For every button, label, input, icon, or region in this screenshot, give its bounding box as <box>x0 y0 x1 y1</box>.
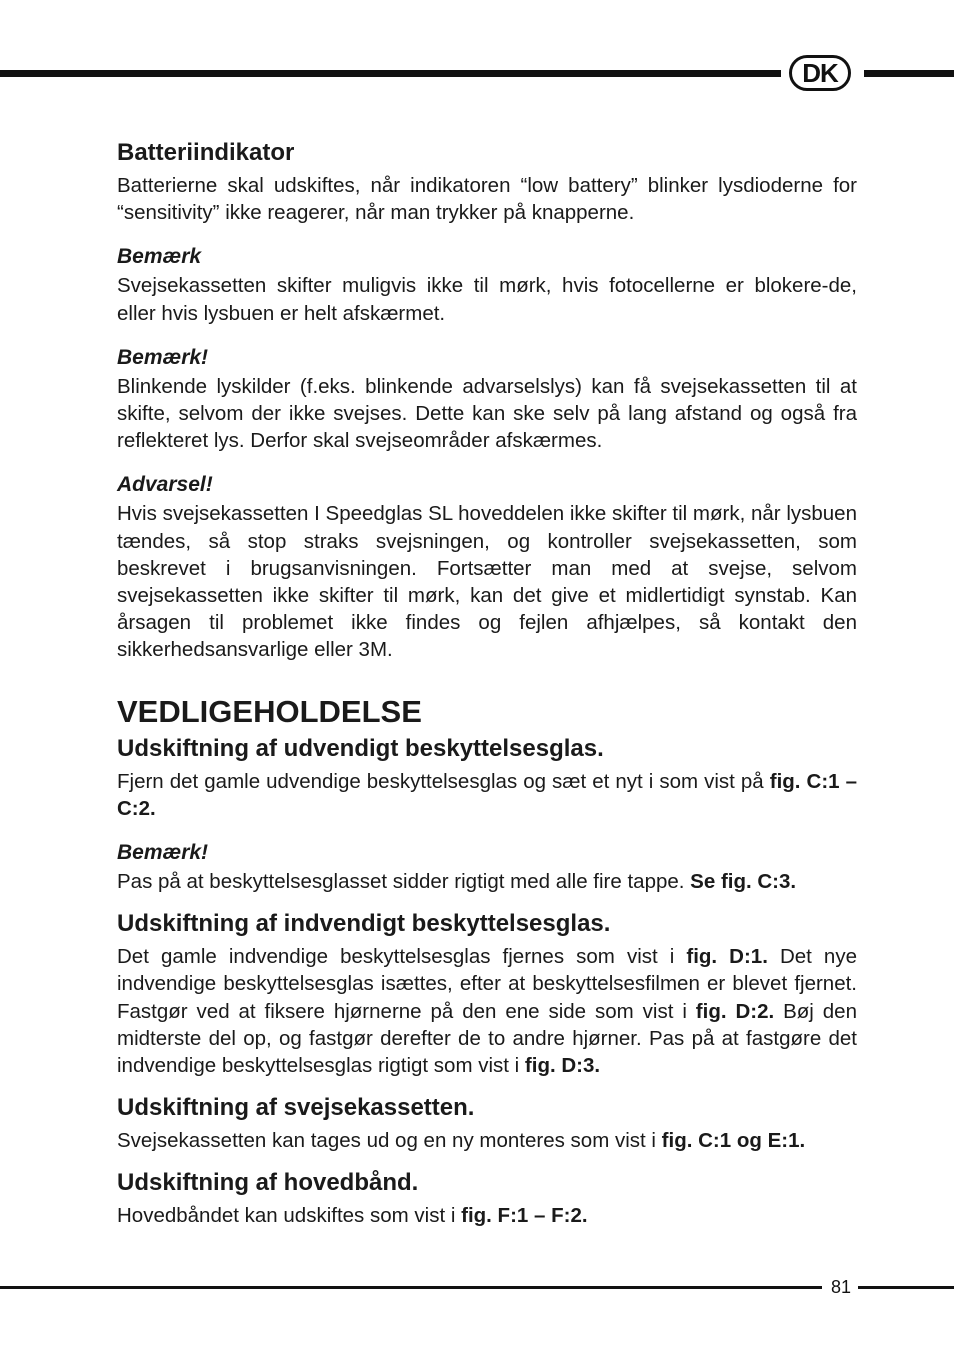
outer-glass-fig-ref: fig. C:1 – C:2. <box>117 769 857 820</box>
note-paragraph-3 <box>117 868 857 895</box>
inner-glass-fig-ref-2: fig. D:2. <box>695 999 775 1023</box>
note-paragraph-1: Svejsekassetten skifter muligvis ikke til mørk, hvis fotocellerne er blokere-de, eller hvis lysbuen er helt afskærmet. <box>117 274 857 325</box>
note-label-3: Bemærk! <box>117 841 209 865</box>
headband-text: Hovedbåndet kan udskiftes som vist i <box>117 1204 462 1228</box>
note-label-2: Bemærk! <box>117 345 209 369</box>
cartridge-text: Svejsekassetten kan tages ud og en ny monteres som vist i <box>117 1129 662 1153</box>
warning-paragraph: Hvis svejsekassetten I Speedglas SL hoveddelen ikke skifter til mørk, når lysbuen tændes, så stop straks svejsningen, og kontroller svejsekassetten, som beskrevet i brugsanvisningen. Fortsætter man med at svejse, selvom svejsekassetten ikke skifter til mørk, kan det give et midlertidigt synstab. Kan årsagen til problemet ikke findes og fejlen afhjælpes, så kontakt den sikkerhedsansvarlige eller 3M. <box>117 502 857 662</box>
warning-label: Advarsel! <box>117 473 213 497</box>
headband-heading: Udskiftning af hovedbånd. <box>117 1169 419 1197</box>
inner-glass-fig-ref-3: fig. D:3. <box>524 1054 601 1078</box>
footer-rule-left <box>0 1286 822 1289</box>
cartridge-paragraph <box>117 1127 857 1154</box>
footer-rule-right <box>858 1286 954 1289</box>
maintenance-title: VEDLIGEHOLDELSE <box>117 693 422 729</box>
inner-glass-text-1: Det gamle indvendige beskyttelsesglas fjernes som vist i <box>117 945 687 969</box>
inner-glass-paragraph <box>117 943 857 1079</box>
headband-fig-ref: fig. F:1 – F:2. <box>461 1204 588 1228</box>
page-number: 81 <box>830 1277 852 1297</box>
note-text-3: Pas på at beskyttelsesglasset sidder rigtigt med alle fire tappe. <box>117 870 691 894</box>
inner-glass-fig-ref-1: fig. D:1. <box>686 945 768 969</box>
note-paragraph-2: Blinkende lyskilder (f.eks. blinkende advarselslys) kan få svejsekassetten til at skifte, selvom der ikke svejses. Dette kan ske selv på lang afstand og også fra reflekteret lys. Derfor skal svejseområder afskærmes. <box>117 374 857 453</box>
headband-paragraph <box>117 1202 857 1229</box>
outer-glass-heading: Udskiftning af udvendigt beskyttelsesglas. <box>117 734 604 762</box>
note-fig-ref-3: Se fig. C:3. <box>690 870 797 894</box>
cartridge-fig-ref: fig. C:1 og E:1. <box>661 1129 806 1153</box>
inner-glass-text-2: Det nye indvendige beskyttelsesglas isættes, efter at beskyttelsesfilmen er blevet fjernet. Fastgør ved at fiksere hjørnerne på den ene side som vist i <box>117 945 857 1023</box>
header-rule-left <box>0 70 781 77</box>
inner-glass-text-3: Bøj den midterste del op, og fastgør derefter de to andre hjørner. Pas på at fastgøre det indvendige beskyttelsesglas rigtigt som vist i <box>117 999 857 1078</box>
battery-heading: Batteriindikator <box>117 139 295 166</box>
battery-paragraph: Batterierne skal udskiftes, når indikatoren “low battery” blinker lysdioderne for “sensitivity” ikke reagerer, når man trykker på knapperne. <box>117 174 857 225</box>
outer-glass-paragraph <box>117 768 857 822</box>
header-rule-right <box>864 70 954 77</box>
language-badge: DK <box>789 55 851 91</box>
inner-glass-heading: Udskiftning af indvendigt beskyttelsesglas. <box>117 910 611 938</box>
outer-glass-text: Fjern det gamle udvendige beskyttelsesglas og sæt et nyt i som vist på <box>117 769 770 793</box>
cartridge-heading: Udskiftning af svejsekassetten. <box>117 1094 475 1122</box>
page-content <box>117 138 857 1230</box>
note-label-1: Bemærk <box>117 245 202 269</box>
